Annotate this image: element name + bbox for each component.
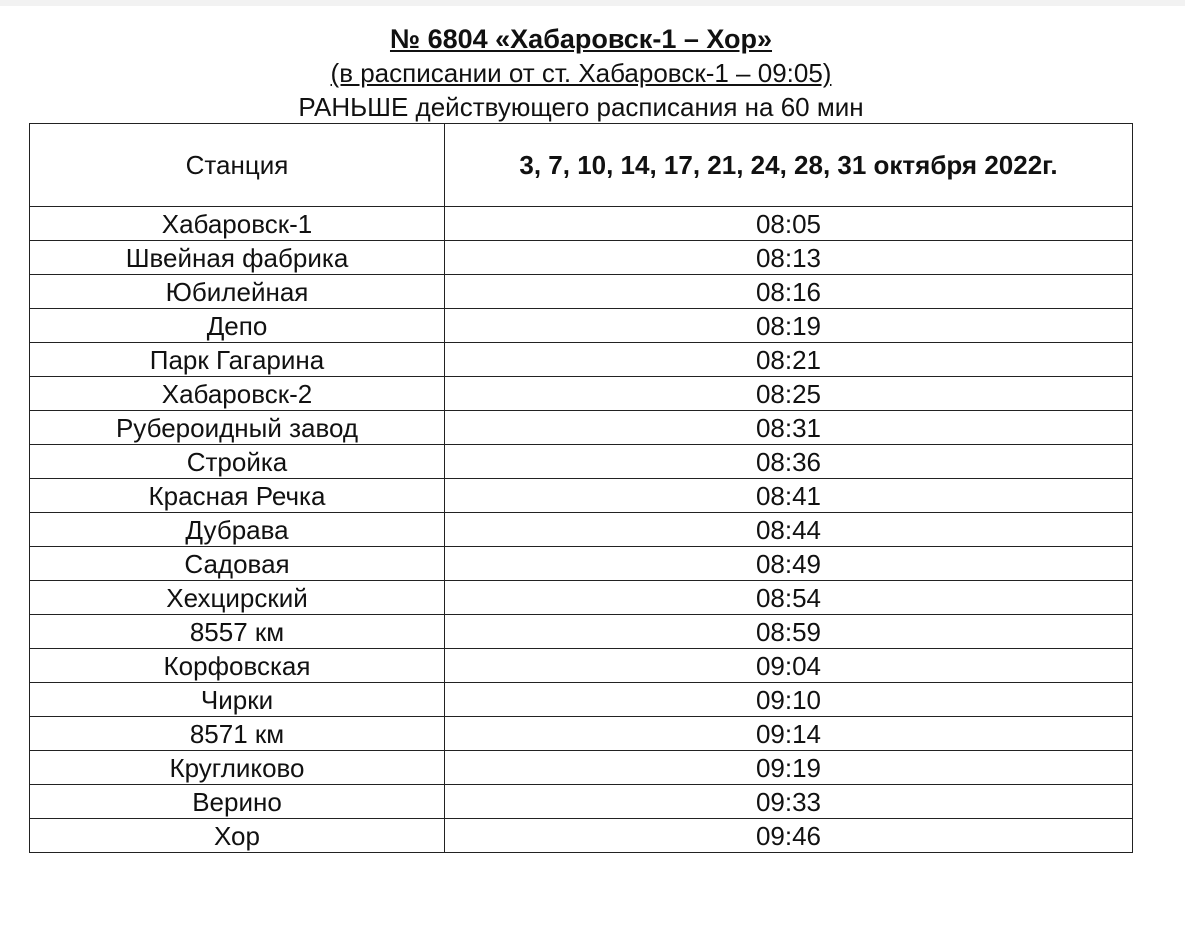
- time-cell: 08:54: [445, 581, 1133, 615]
- table-row: [30, 377, 1133, 411]
- time-cell: 08:21: [445, 343, 1133, 377]
- time-cell: 09:14: [445, 717, 1133, 751]
- station-cell: Юбилейная: [30, 275, 445, 309]
- time-cell: 08:44: [445, 513, 1133, 547]
- station-cell: 8571 км: [30, 717, 445, 751]
- table-row: [30, 649, 1133, 683]
- time-cell: 08:49: [445, 547, 1133, 581]
- time-cell: 08:19: [445, 309, 1133, 343]
- station-cell: Верино: [30, 785, 445, 819]
- schedule-table: [29, 123, 1133, 853]
- header-row: [30, 124, 1133, 207]
- table-row: [30, 819, 1133, 853]
- time-cell: 08:59: [445, 615, 1133, 649]
- top-border-strip: [0, 0, 1185, 6]
- table-row: [30, 683, 1133, 717]
- time-cell: 09:10: [445, 683, 1133, 717]
- time-cell: 08:25: [445, 377, 1133, 411]
- time-cell: 09:46: [445, 819, 1133, 853]
- station-cell: Хехцирский: [30, 581, 445, 615]
- station-cell: Рубероидный завод: [30, 411, 445, 445]
- time-cell: 08:36: [445, 445, 1133, 479]
- station-cell: Красная Речка: [30, 479, 445, 513]
- station-cell: Хор: [30, 819, 445, 853]
- schedule-table-body: [30, 207, 1133, 853]
- time-cell: 08:05: [445, 207, 1133, 241]
- table-row: [30, 207, 1133, 241]
- station-cell: Хабаровск-1: [30, 207, 445, 241]
- schedule-reference-note: (в расписании от ст. Хабаровск-1 – 09:05): [330, 58, 832, 88]
- table-row: [30, 547, 1133, 581]
- table-row: [30, 343, 1133, 377]
- table-row: [30, 241, 1133, 275]
- column-header-station: Станция: [30, 124, 445, 207]
- table-row: [30, 615, 1133, 649]
- table-row: [30, 581, 1133, 615]
- station-cell: Депо: [30, 309, 445, 343]
- time-cell: 09:19: [445, 751, 1133, 785]
- time-cell: 08:16: [445, 275, 1133, 309]
- station-cell: Корфовская: [30, 649, 445, 683]
- table-row: [30, 785, 1133, 819]
- schedule-table-header: [30, 124, 1133, 207]
- time-cell: 09:33: [445, 785, 1133, 819]
- table-row: [30, 479, 1133, 513]
- station-cell: Дубрава: [30, 513, 445, 547]
- station-cell: Парк Гагарина: [30, 343, 445, 377]
- table-row: [30, 717, 1133, 751]
- train-title: № 6804 «Хабаровск-1 – Хор»: [389, 24, 773, 54]
- station-cell: 8557 км: [30, 615, 445, 649]
- column-header-dates: 3, 7, 10, 14, 17, 21, 24, 28, 31 октября 2022г.: [445, 124, 1133, 207]
- table-row: [30, 513, 1133, 547]
- schedule-change-note: РАНЬШЕ действующего расписания на 60 мин: [298, 92, 864, 122]
- table-row: [30, 751, 1133, 785]
- station-cell: Стройка: [30, 445, 445, 479]
- station-cell: Хабаровск-2: [30, 377, 445, 411]
- station-cell: Садовая: [30, 547, 445, 581]
- table-row: [30, 445, 1133, 479]
- table-row: [30, 309, 1133, 343]
- station-cell: Чирки: [30, 683, 445, 717]
- station-cell: Кругликово: [30, 751, 445, 785]
- table-row: [30, 275, 1133, 309]
- time-cell: 08:41: [445, 479, 1133, 513]
- table-row: [30, 411, 1133, 445]
- time-cell: 09:04: [445, 649, 1133, 683]
- station-cell: Швейная фабрика: [30, 241, 445, 275]
- time-cell: 08:13: [445, 241, 1133, 275]
- time-cell: 08:31: [445, 411, 1133, 445]
